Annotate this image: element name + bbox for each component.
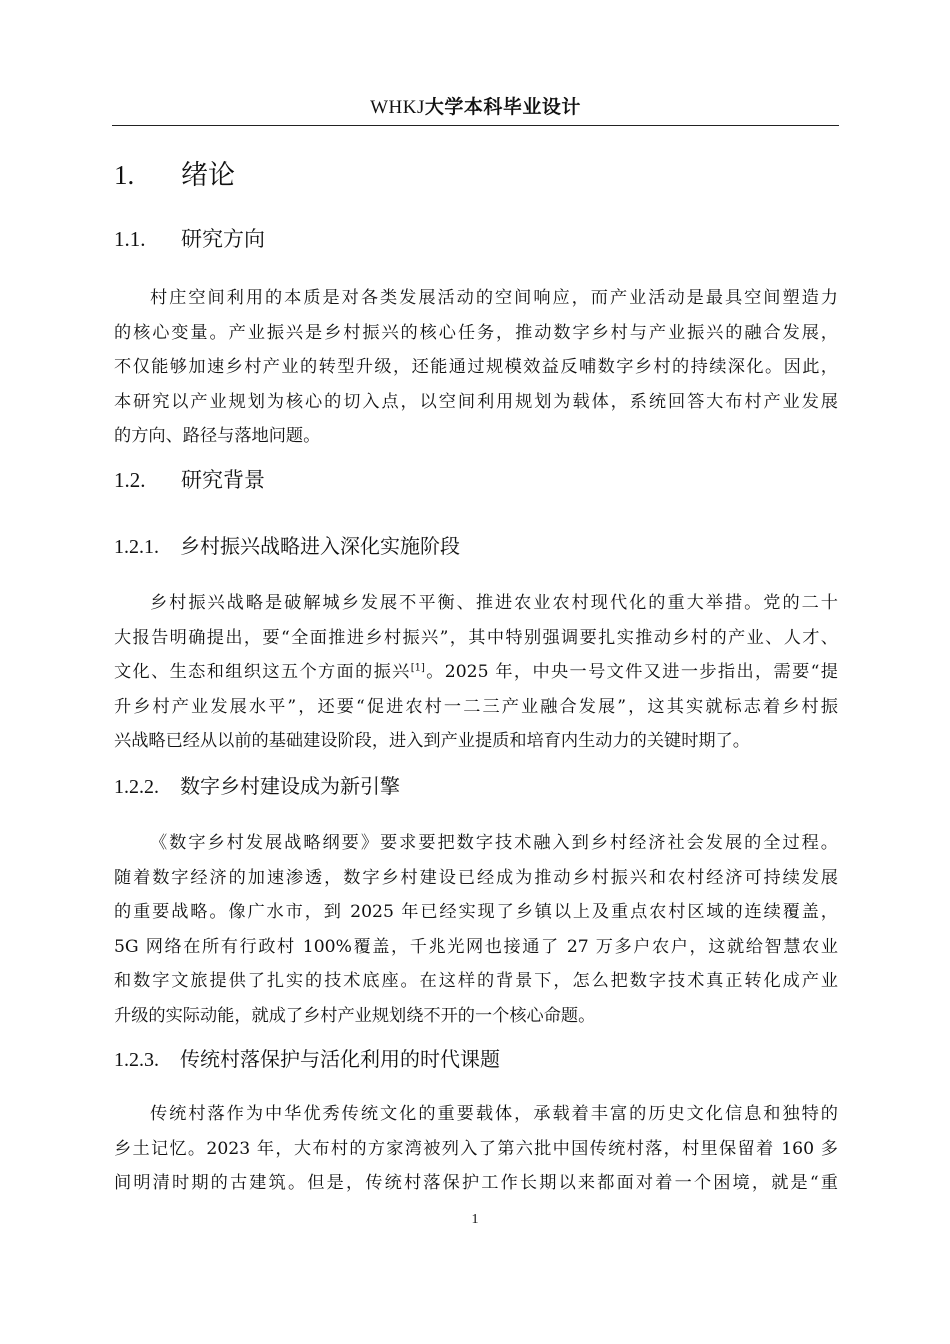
section-title: 研究背景 xyxy=(181,468,265,492)
citation-ref: [1] xyxy=(410,662,425,674)
paragraph-1-2-1 xyxy=(114,586,838,759)
text-line: 兴战略已经从以前的基础建设阶段，进入到产业提质和培育内生动力的关键时期了。 xyxy=(114,731,750,751)
text-line: 村庄空间利用的本质是对各类发展活动的空间响应，而产业活动是最具空间塑造力 xyxy=(150,288,838,308)
text-line: 升乡村产业发展水平”，还要“促进农村一二三产业融合发展”，这其实就标志着乡村振 xyxy=(114,696,838,717)
chapter-heading xyxy=(114,158,235,193)
text-segment: 。2025 年，中央一号文件又进一步指出，需要“提 xyxy=(424,662,838,682)
text-line: 的方向、路径与落地问题。 xyxy=(114,426,321,446)
subsection-heading-1-2-3 xyxy=(114,1044,500,1075)
subsection-number: 1.2.1. xyxy=(114,536,159,558)
text-line: 不仅能够加速乡村产业的转型升级，还能通过规模效益反哺数字乡村的持续深化。因此， xyxy=(114,357,838,377)
text-line: 传统村落作为中华优秀传统文化的重要载体，承载着丰富的历史文化信息和独特的 xyxy=(150,1104,838,1124)
subsection-title: 传统村落保护与活化利用的时代课题 xyxy=(180,1047,500,1071)
chapter-title: 绪论 xyxy=(181,160,235,191)
text-line: 乡土记忆。2023 年，大布村的方家湾被列入了第六批中国传统村落，村里保留着 160 多 xyxy=(114,1138,838,1159)
text-line-with-citation xyxy=(114,655,838,690)
text-line: 本研究以产业规划为核心的切入点，以空间利用规划为载体，系统回答大布村产业发展 xyxy=(114,391,838,412)
subsection-title: 乡村振兴战略进入深化实施阶段 xyxy=(180,534,460,558)
running-header xyxy=(112,93,839,125)
chapter-number: 1. xyxy=(114,160,135,190)
text-line: 升级的实际动能，就成了乡村产业规划绕不开的一个核心命题。 xyxy=(114,1005,596,1026)
section-heading-1-1 xyxy=(114,224,265,254)
text-line: 乡村振兴战略是破解城乡发展不平衡、推进农业农村现代化的重大举措。党的二十 xyxy=(150,593,838,613)
subsection-heading-1-2-1 xyxy=(114,531,460,562)
section-number: 1.1. xyxy=(114,227,146,251)
text-line: 《数字乡村发展战略纲要》要求要把数字技术融入到乡村经济社会发展的全过程。 xyxy=(150,833,838,853)
subsection-number: 1.2.2. xyxy=(114,776,159,798)
text-line: 随着数字经济的加速渗透，数字乡村建设已经成为推动乡村振兴和农村经济可持续发展 xyxy=(114,867,838,888)
paragraph-1-2-3 xyxy=(114,1097,838,1201)
text-segment: 文化、生态和组织这五个方面的振兴 xyxy=(114,662,411,682)
header-title: 大学本科毕业设计 xyxy=(424,96,581,118)
page-number: 1 xyxy=(471,1212,479,1227)
section-heading-1-2 xyxy=(114,465,265,495)
subsection-heading-1-2-2 xyxy=(114,771,400,802)
subsection-number: 1.2.3. xyxy=(114,1049,159,1071)
subsection-title: 数字乡村建设成为新引擎 xyxy=(180,774,400,798)
text-line: 5G 网络在所有行政村 100%覆盖，千兆光网也接通了 27 万多户农户，这就给智慧农业 xyxy=(114,936,838,957)
section-number: 1.2. xyxy=(114,468,146,492)
section-title: 研究方向 xyxy=(181,227,265,251)
text-line: 间明清时期的古建筑。但是，传统村落保护工作长期以来都面对着一个困境，就是“重 xyxy=(114,1173,838,1193)
paragraph-1-1 xyxy=(114,281,838,454)
header-school-code: WHKJ xyxy=(370,97,425,118)
text-line: 和数字文旅提供了扎实的技术底座。在这样的背景下，怎么把数字技术真正转化成产业 xyxy=(114,971,838,991)
header-rule xyxy=(112,125,839,126)
text-line: 的核心变量。产业振兴是乡村振兴的核心任务，推动数字乡村与产业振兴的融合发展， xyxy=(114,322,838,343)
text-line: 的重要战略。像广水市，到 2025 年已经实现了乡镇以上及重点农村区域的连续覆盖， xyxy=(114,902,838,922)
paragraph-1-2-2 xyxy=(114,826,838,1033)
text-line: 大报告明确提出，要“全面推进乡村振兴”，其中特别强调要扎实推动乡村的产业、人才、 xyxy=(114,627,838,648)
